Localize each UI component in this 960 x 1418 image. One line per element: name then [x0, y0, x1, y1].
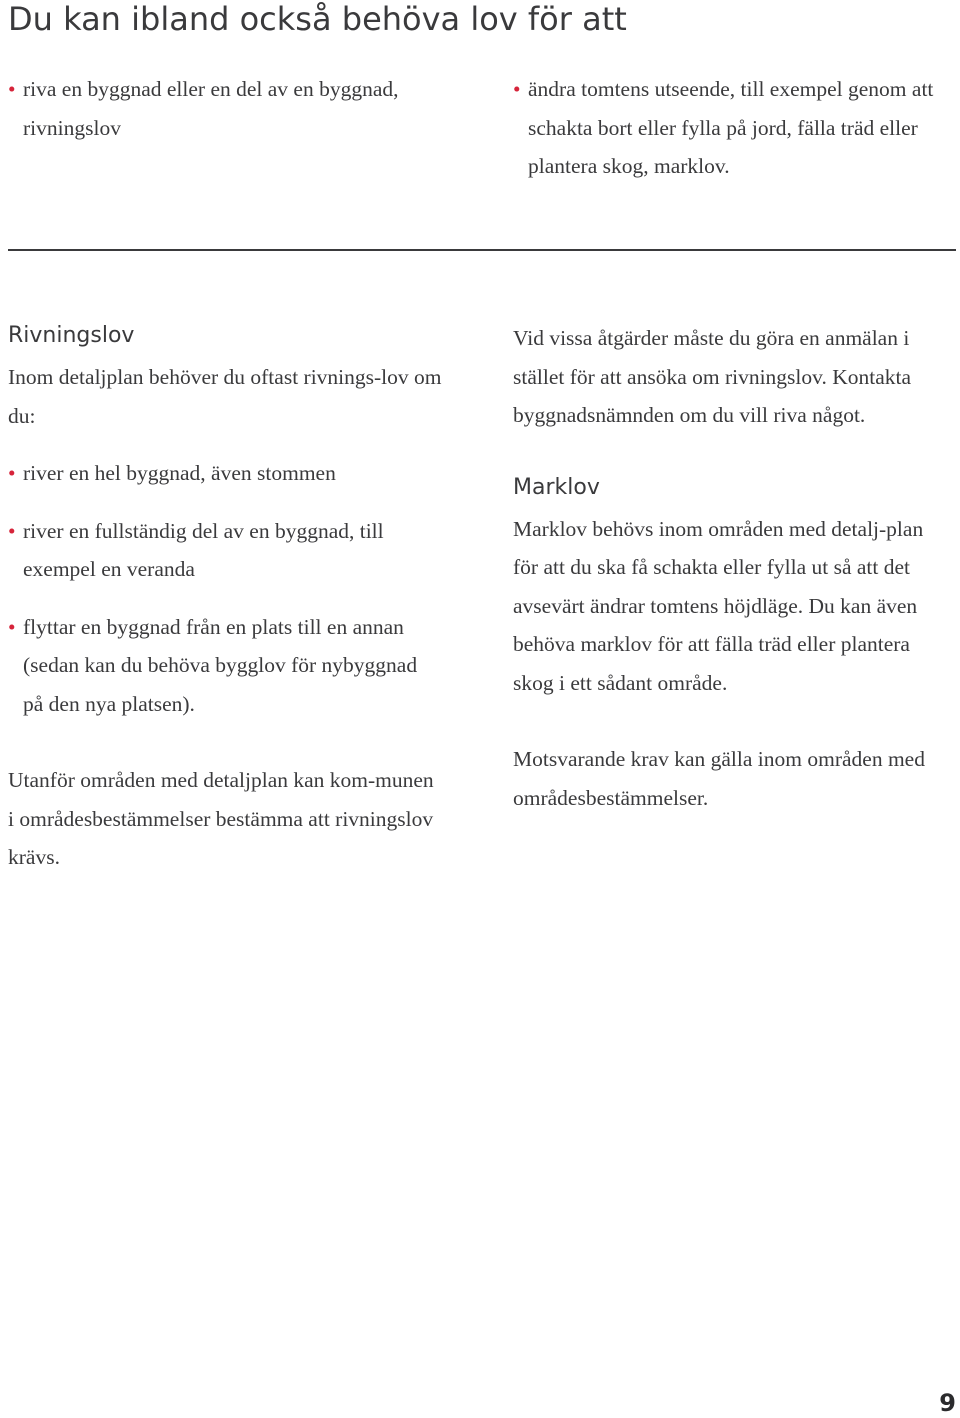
bullet-icon: • [8, 518, 16, 543]
top-right-bullet-list [513, 70, 958, 186]
rivningslov-section [8, 317, 448, 877]
marklov-note: Motsvarande krav kan gälla inom områden med områdesbestämmelser. [513, 747, 925, 810]
list-item [513, 70, 958, 186]
list-item-text: river en hel byggnad, även stommen [23, 461, 336, 485]
list-item-text: riva en byggnad eller en del av en byggnad, rivningslov [23, 77, 399, 140]
bullet-icon: • [8, 77, 16, 101]
right-section [513, 319, 958, 817]
list-item-text: ändra tomtens utseende, till exempel genom att schakta bort eller fylla på jord, fälla träd eller plantera skog, marklov. [528, 77, 934, 178]
rivningslov-heading: Rivningslov [8, 323, 135, 348]
list-item-text: river en fullständig del av en byggnad, till exempel en veranda [23, 518, 384, 581]
bullet-icon: • [513, 77, 521, 101]
list-item-text: flyttar en byggnad från en plats till en annan (sedan kan du behöva bygglov för nybyggnad på den nya platsen). [23, 614, 418, 716]
list-item [8, 70, 453, 147]
marklov-heading: Marklov [513, 474, 600, 500]
list-item [8, 512, 433, 589]
rivningslov-note: Vid vissa åtgärder måste du göra en anmälan i stället för att ansöka om rivningslov. Kontakta byggnadsnämnden om du vill riva något. [513, 326, 912, 427]
bullet-icon: • [8, 461, 16, 485]
rivningslov-outro: Utanför områden med detaljplan kan kom-munen i områdesbestämmelser bestämma att rivningslov krävs. [8, 768, 434, 869]
list-item [8, 608, 433, 724]
list-item [8, 454, 433, 493]
marklov-body: Marklov behövs inom områden med detalj-plan för att du ska få schakta eller fylla ut så att det avsevärt ändrar tomtens höjdläge. Du kan även behöva marklov för att fälla träd eller plantera skog i ett sådant område. [513, 516, 924, 695]
rivningslov-list [8, 454, 433, 723]
top-left-bullet-list [8, 70, 448, 147]
bullet-icon: • [8, 614, 16, 639]
page-title: Du kan ibland också behöva lov för att [8, 0, 627, 38]
page-number: 9 [939, 1389, 956, 1417]
rivningslov-intro: Inom detaljplan behöver du oftast rivnings-lov om du: [8, 365, 442, 428]
top-right-column [513, 70, 958, 186]
section-divider [8, 249, 956, 251]
top-left-column [8, 70, 448, 147]
